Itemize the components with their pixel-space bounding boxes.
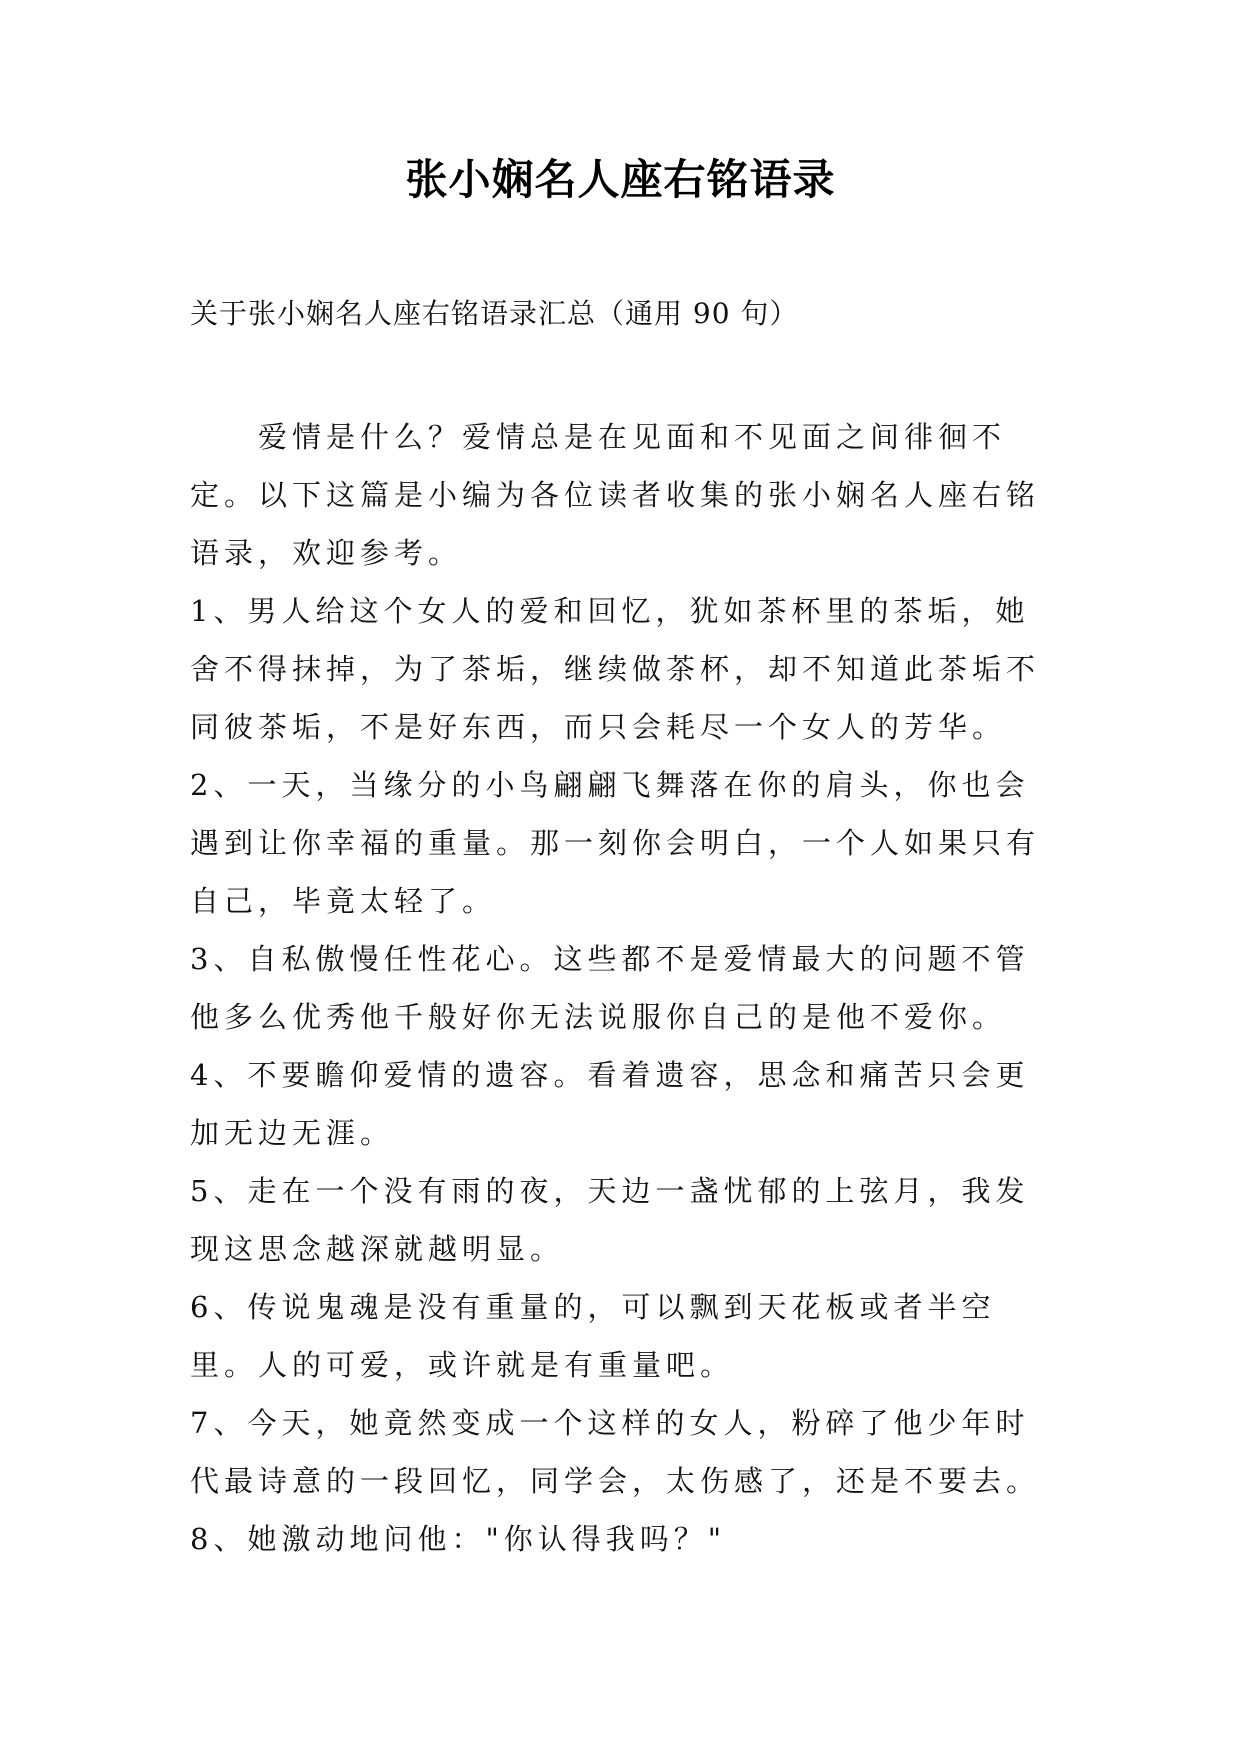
quote-item-7: 7、今天，她竟然变成一个这样的女人，粉碎了他少年时代最诗意的一段回忆，同学会，太伤感了，还是不要去。 xyxy=(190,1406,1041,1498)
quote-item-6: 6、传说鬼魂是没有重量的，可以飘到天花板或者半空里。人的可爱，或许就是有重量吧。 xyxy=(190,1290,996,1382)
quote-item-8: 8、她激动地问他："你认得我吗？" xyxy=(190,1522,727,1556)
quote-item-4: 4、不要瞻仰爱情的遗容。看着遗容，思念和痛苦只会更加无边无涯。 xyxy=(190,1058,1030,1150)
quote-item-3: 3、自私傲慢任性花心。这些都不是爱情最大的问题不管他多么优秀他千般好你无法说服你自己的是他不爱你。 xyxy=(190,942,1030,1034)
document-subtitle: 关于张小娴名人座右铭语录汇总（通用 90 句） xyxy=(190,297,799,330)
quote-item-2: 2、一天，当缘分的小鸟翩翩飞舞落在你的肩头，你也会遇到让你幸福的重量。那一刻你会明白，一个人如果只有自己，毕竟太轻了。 xyxy=(190,768,1041,918)
quote-item-1: 1、男人给这个女人的爱和回忆，犹如茶杯里的茶垢，她舍不得抹掉，为了茶垢，继续做茶杯，却不知道此茶垢不同彼茶垢，不是好东西，而只会耗尽一个女人的芳华。 xyxy=(190,594,1041,744)
quote-item-5: 5、走在一个没有雨的夜，天边一盏忧郁的上弦月，我发现这思念越深就越明显。 xyxy=(190,1174,1030,1266)
document-title: 张小娴名人座右铭语录 xyxy=(405,155,836,204)
intro-paragraph: 爱情是什么？爱情总是在见面和不见面之间徘徊不定。以下这篇是小编为各位读者收集的张小娴名人座右铭语录，欢迎参考。 xyxy=(190,420,1041,570)
document-body xyxy=(190,408,1060,1568)
